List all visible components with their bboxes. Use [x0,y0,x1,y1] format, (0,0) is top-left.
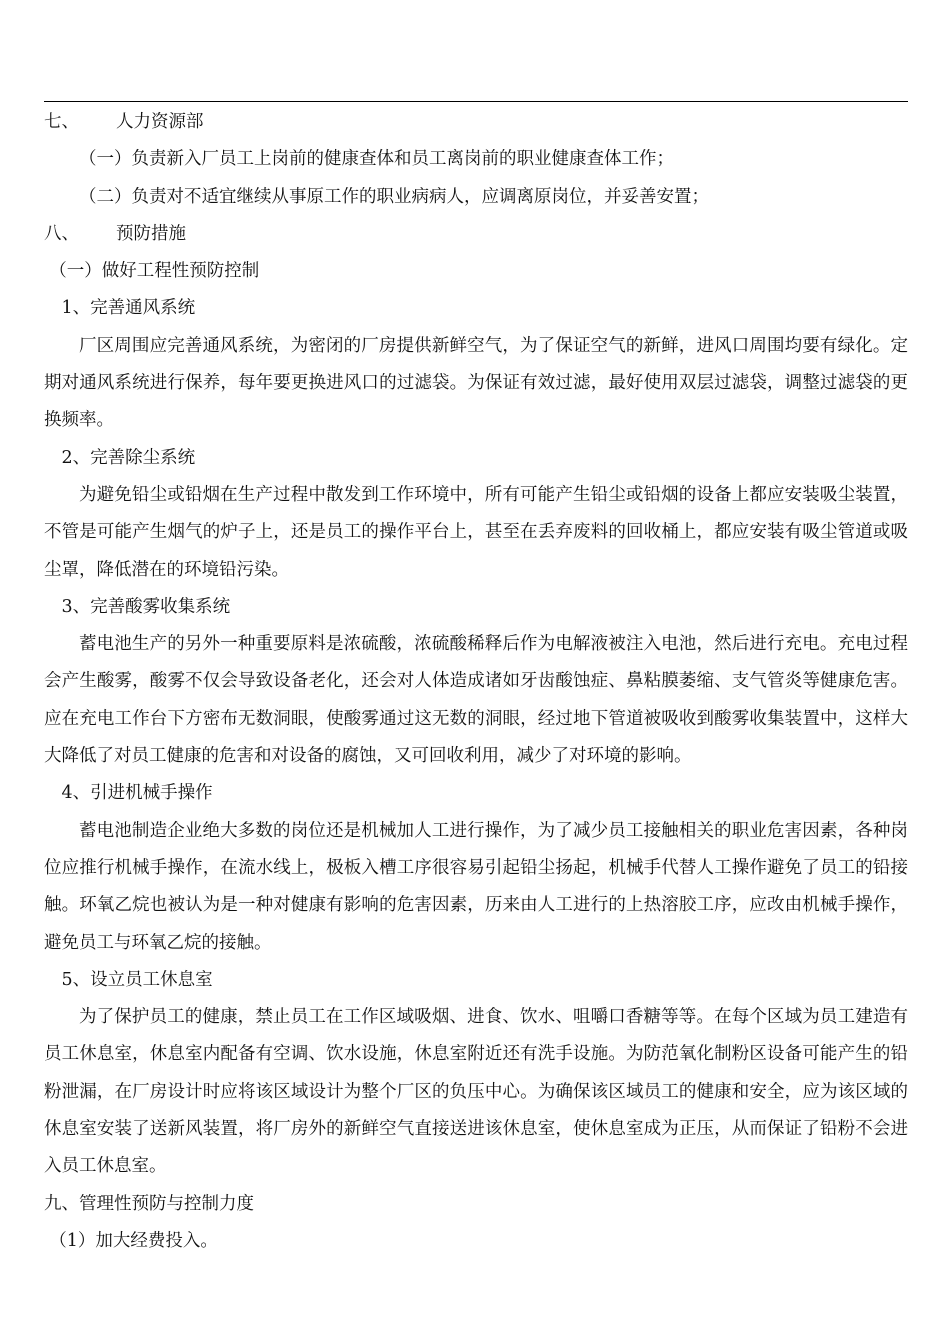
section-8-number: 八、 [44,223,79,244]
item-5-paragraph: 为了保护员工的健康，禁止员工在工作区域吸烟、进食、饮水、咀嚼口香糖等等。在每个区域为员工建造有员工休息室，休息室内配备有空调、饮水设施，休息室附近还有洗手设施。为防范氧化制粉区设备可能产生的铅粉泄漏，在厂房设计时应将该区域设计为整个厂区的负压中心。为确保该区域员工的健康和安全，应为该区域的休息室安装了送新风装置，将厂房外的新鲜空气直接送进该休息室，使休息室成为正压，从而保证了铅粉不会进入员工休息室。 [44,1007,908,1177]
section-8-title: 预防措施 [116,223,186,244]
header-rule [44,101,908,102]
section-7-item-1: （一）负责新入厂员工上岗前的健康查体和员工离岗前的职业健康查体工作； [79,149,674,170]
item-4-paragraph: 蓄电池制造企业绝大多数的岗位还是机械加人工进行操作，为了减少员工接触相关的职业危害因素，各种岗位应推行机械手操作，在流水线上，极板入槽工序很容易引起铅尘扬起，机械手代替人工操作避免了员工的铅接触。环氧乙烷也被认为是一种对健康有影响的危害因素，历来由人工进行的上热溶胶工序，应改由机械手操作，避免员工与环氧乙烷的接触。 [44,820,908,953]
section-7-heading [44,104,908,141]
item-5-heading: 5、设立员工休息室 [61,969,213,990]
section-7-number: 七、 [44,112,79,132]
item-3-heading: 3、完善酸雾收集系统 [61,596,231,617]
section-9-heading: 九、管理性预防与控制力度 [44,1193,254,1214]
item-3-paragraph: 蓄电池生产的另外一种重要原料是浓硫酸，浓硫酸稀释后作为电解液被注入电池，然后进行充电。充电过程会产生酸雾，酸雾不仅会导致设备老化，还会对人体造成诸如牙齿酸蚀症、鼻粘膜萎缩、支气管炎等健康危害。应在充电工作台下方密布无数洞眼，使酸雾通过这无数的洞眼，经过地下管道被吸收到酸雾收集装置中，这样大大降低了对员工健康的危害和对设备的腐蚀，又可回收利用，减少了对环境的影响。 [44,634,908,767]
item-2-paragraph: 为避免铅尘或铅烟在生产过程中散发到工作环境中，所有可能产生铅尘或铅烟的设备上都应安装吸尘装置，不管是可能产生烟气的炉子上，还是员工的操作平台上，甚至在丢弃废料的回收桶上，都应安装有吸尘管道或吸尘罩，降低潜在的环境铅污染。 [44,484,908,580]
section-7-item-2: （二）负责对不适宜继续从事原工作的职业病病人，应调离原岗位，并妥善安置； [79,186,709,207]
item-1-heading: 1、完善通风系统 [61,298,196,319]
item-1-paragraph: 厂区周围应完善通风系统，为密闭的厂房提供新鲜空气，为了保证空气的新鲜，进风口周围均要有绿化。定期对通风系统进行保养，每年要更换进风口的过滤袋。为保证有效过滤，最好使用双层过滤袋，调整过滤袋的更换频率。 [44,335,908,431]
section-8-subheading: （一）做好工程性预防控制 [49,261,260,282]
section-7-title: 人力资源部 [116,112,204,132]
section-8-heading [44,216,908,253]
item-4-heading: 4、引进机械手操作 [61,783,213,804]
document-body [44,104,908,1260]
section-9-item-1: （1）加大经费投入。 [49,1230,218,1251]
item-2-heading: 2、完善除尘系统 [61,447,196,468]
